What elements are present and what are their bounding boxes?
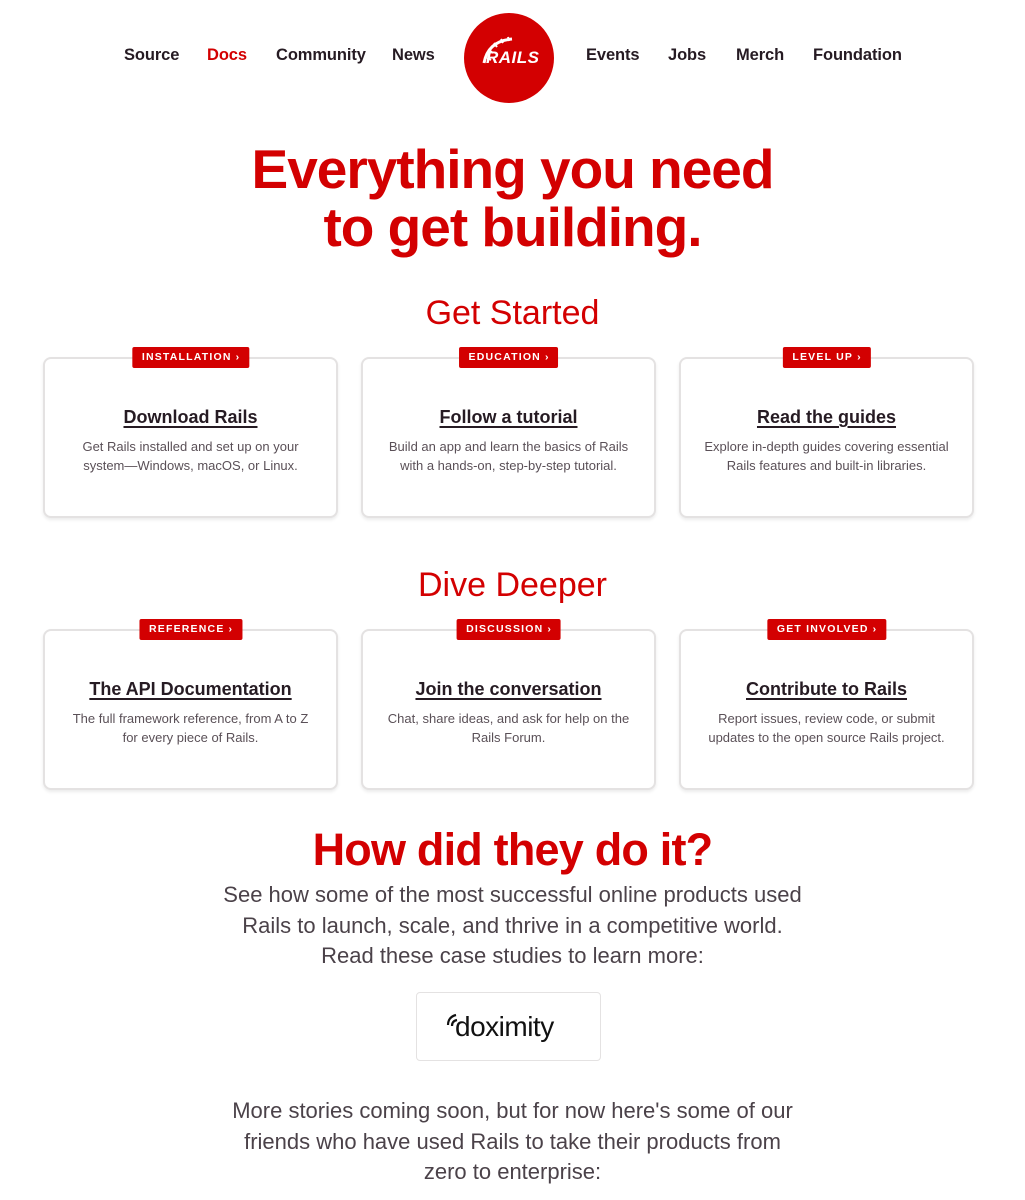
top-nav <box>0 0 1025 116</box>
card-description: Explore in-depth guides covering essential Rails features and built-in libraries. <box>704 439 949 473</box>
intro-line-1: See how some of the most successful online products used <box>223 882 802 907</box>
more-line-3: zero to enterprise: <box>423 1159 602 1184</box>
more-line-2: friends who have used Rails to take their products from <box>244 1128 781 1154</box>
nav-community[interactable]: Community <box>276 46 366 64</box>
get-started-title: Get Started <box>425 294 600 332</box>
hero-heading <box>0 140 1025 256</box>
hero-line-1: Everything you need <box>251 138 774 200</box>
dive-deeper-title: Dive Deeper <box>418 566 607 604</box>
card-api-docs[interactable] <box>43 623 338 790</box>
card-title[interactable]: Read the guides <box>756 407 897 427</box>
card-join-conversation[interactable] <box>361 623 656 790</box>
badge-education[interactable]: EDUCATION › <box>459 347 559 368</box>
nav-jobs[interactable]: Jobs <box>668 46 707 64</box>
card-contribute[interactable] <box>679 623 974 790</box>
more-line-1: More stories coming soon, but for now here's some of our <box>232 1098 793 1123</box>
card-title[interactable]: The API Documentation <box>89 679 292 699</box>
nav-events[interactable]: Events <box>586 46 640 64</box>
card-title[interactable]: Download Rails <box>123 407 258 427</box>
card-description: Chat, share ideas, and ask for help on the Rails Forum. <box>387 711 630 745</box>
card-description: The full framework reference, from A to Z for every piece of Rails. <box>72 711 309 745</box>
badge-installation[interactable]: INSTALLATION › <box>132 347 249 368</box>
card-description: Get Rails installed and set up on your system—Windows, macOS, or Linux. <box>82 439 299 473</box>
card-description: Build an app and learn the basics of Rails with a hands-on, step-by-step tutorial. <box>388 439 629 473</box>
card-follow-tutorial[interactable] <box>361 351 656 518</box>
card-read-guides[interactable] <box>679 351 974 518</box>
nav-merch[interactable]: Merch <box>736 46 785 64</box>
card-title[interactable]: Join the conversation <box>415 679 602 699</box>
doximity-case-study-link[interactable] <box>416 992 601 1061</box>
case-studies-title: How did they do it? <box>312 824 713 875</box>
nav-news[interactable]: News <box>392 46 435 64</box>
card-title[interactable]: Contribute to Rails <box>746 679 907 699</box>
case-studies-intro <box>200 880 825 972</box>
rails-logo[interactable] <box>464 13 554 103</box>
nav-source[interactable]: Source <box>124 46 180 64</box>
badge-reference[interactable]: REFERENCE › <box>139 619 242 640</box>
doximity-logo-text: doximity <box>455 1011 554 1042</box>
nav-docs[interactable]: Docs <box>207 46 247 64</box>
badge-level-up[interactable]: LEVEL UP › <box>782 347 870 368</box>
badge-get-involved[interactable]: GET INVOLVED › <box>767 619 886 640</box>
intro-line-3: Read these case studies to learn more: <box>321 943 704 968</box>
card-download-rails[interactable] <box>43 351 338 518</box>
card-title[interactable]: Follow a tutorial <box>439 407 578 427</box>
badge-discussion[interactable]: DISCUSSION › <box>456 619 561 640</box>
rails-logo-text: RAILS <box>486 48 540 67</box>
more-stories-text <box>200 1096 825 1188</box>
hero-line-2: to get building. <box>323 196 702 258</box>
intro-line-2: Rails to launch, scale, and thrive in a competitive world. <box>242 912 783 938</box>
nav-foundation[interactable]: Foundation <box>813 46 902 64</box>
card-description: Report issues, review code, or submit updates to the open source Rails project. <box>708 711 945 745</box>
